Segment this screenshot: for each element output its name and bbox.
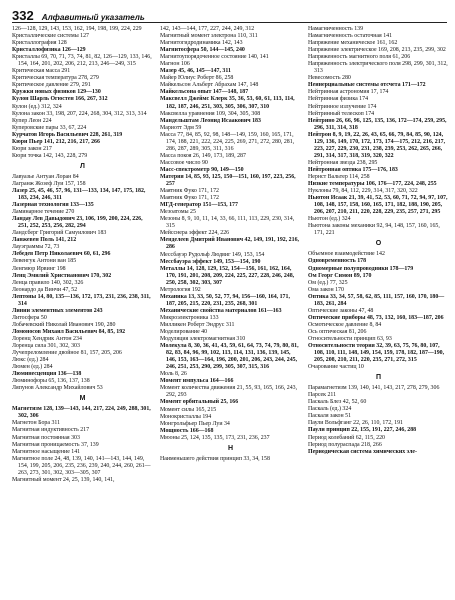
index-entry: Напряженность магнитного поля 61, 206 [308, 54, 411, 61]
index-entry: Ленц Эмилий Христианович 170, 302 [12, 272, 112, 279]
index-entry: Лебедев Петр Николаевич 60, 61, 296 [12, 251, 111, 258]
index-entry: Оптические приборы 48, 73, 132, 160, 183—187, 206 [308, 314, 444, 321]
index-entry: Левенгук Антони ван 185 [12, 258, 77, 265]
index-entry: Магнитное насыщение 141 [12, 448, 81, 455]
index-entry: Люминофоры 65, 136, 137, 138 [12, 378, 90, 385]
index-entry: Моделирование 40 [160, 329, 208, 336]
index-entry: Нейтронная звезда 238, 295 [308, 159, 378, 166]
index-entry: Ось оптическая 81, 206 [308, 328, 367, 335]
index-entry: Осмотическое давление 8, 84 [308, 321, 382, 328]
index-entry: Люмен (ед.) 284 [12, 364, 53, 371]
index-entry: Ньютон Исаак 21, 39, 41, 52, 53, 60, 71, 72, 94, 97, 107, 108, 148, 157, 158, 160, 165, 171, 182, 188, 190, 205, 206, 207, 210, 211, 220, 228, 229, 235, 257, 271, 295 [308, 195, 448, 216]
index-entry: Мюоны 25, 124, 135, 135, 173, 231, 236, 237 [160, 434, 270, 441]
index-entry: Мощность 166—168 [160, 427, 214, 434]
index-entry: Ома закон 170 [308, 286, 344, 293]
index-entry: Моль 8, 26 [160, 371, 187, 378]
index-entry: Ом (ед.) 77, 325 [308, 279, 348, 286]
index-entry: Магнитная постоянная 303 [12, 434, 80, 441]
index-entry: Относительности принцип 63, 93 [308, 335, 392, 342]
section-letter: О [375, 240, 382, 248]
index-entry: Лагранж Жозеф Луи 157, 158 [12, 180, 86, 187]
index-entry: Относительности теория 32, 39, 63, 75, 76, 80, 107, 108, 110, 111, 148, 149, 154, 159, 178, 182, 187—190, 205, 208, 210, 211, 220, 235, 271, 272, 315 [308, 343, 445, 364]
index-entry: Лауэграммы 72, 73 [12, 244, 60, 251]
index-entry: Нейтрино 26, 66, 96, 125, 135, 136, 172—174, 259, 295, 296, 311, 314, 318 [308, 117, 447, 131]
index-entry: Мессбауэра эффект 149, 153—154, 190 [160, 258, 261, 265]
index-entry: Ландсберг Григорий Самуилович 183 [12, 230, 107, 237]
index-entry: Критическая масса 291 [12, 68, 71, 75]
index-entry: Напряжение механическое 161, 162 [308, 40, 398, 47]
index-entry: Период колебаний 62, 115, 220 [308, 434, 385, 441]
index-entry: Ламинарное течение 270 [12, 209, 75, 216]
index-entry: Парамагнетизм 139, 140, 141, 143, 217, 278, 279, 306 [308, 385, 440, 392]
index-entry: Лоренц Хендрик Антон 234 [12, 335, 82, 342]
index-entry: Мариотт Эдм 59 [160, 124, 202, 131]
index-entry: Мейсснера эффект 224, 226 [160, 230, 230, 237]
index-entry: Маятник Фуко 171, 172 [160, 188, 219, 195]
index-entry: Люкс (ед.) 284 [12, 357, 49, 364]
index-entry: МГД-генератор 151—153, 177 [160, 202, 238, 209]
index-entry: Паскаль (ед.) 324 [308, 406, 352, 413]
index-entry: Ланжевен Поль 141, 212 [12, 237, 77, 244]
index-entry: Масс-спектрометр 90, 149—150 [160, 166, 244, 173]
index-entry: Критическая температура 278, 279 [12, 75, 99, 82]
index-entry: Купер Леон 224 [12, 117, 52, 124]
index-entry: Монгрольфьер Пьер Луи 34 [160, 420, 230, 427]
index-entry: Магнитосфера 50, 144—145, 240 [160, 47, 245, 54]
index-entry: Одновременность 178 [308, 258, 367, 265]
index-entry: Ом Георг Симон 89, 170 [308, 272, 372, 279]
index-entry: Намагниченность остаточная 141 [308, 33, 393, 40]
index-entry: 142, 143—144, 177, 227, 244, 249, 312 [160, 26, 255, 32]
index-column-1 [12, 26, 153, 598]
index-entry: Нейтринная физика 174 [308, 96, 369, 103]
index-entry: Мазер 45, 46, 145—147, 311 [160, 68, 231, 75]
index-entry: Нейтринный телескоп 174 [308, 110, 375, 117]
index-entry: Кристаллофизика 126—129 [12, 47, 86, 54]
index-entry: Механические свойства материалов 161—163 [160, 307, 282, 314]
index-entry: Куперовские пары 33, 67, 224 [12, 124, 87, 131]
index-entry: Оптические законы 47, 48 [308, 307, 374, 314]
index-entry: Кюри точка 142, 143, 228, 279 [12, 152, 88, 159]
index-entry: Микроэлектроника 133 [160, 314, 219, 321]
index-entry: Магнитный момент электрона 110, 311 [160, 33, 258, 40]
index-entry: Парсек 211 [308, 392, 337, 399]
index-entry: Лобачевский Николай Иванович 190, 280 [12, 321, 116, 328]
index-entry: Кристаллы 69, 70, 71, 73, 74, 81, 82, 126—129, 133, 146, 154, 164, 201, 202, 206, 212, 213, 246—249, 315 [12, 54, 152, 68]
index-entry: Кружки новых физиков 129—130 [12, 89, 101, 96]
index-entry: Максвелла уравнения 109, 304, 305, 308 [160, 110, 261, 117]
index-entry: Напряжение электрическое 169, 208, 213, 235, 299, 302 [308, 47, 446, 54]
index-entry: Паули принцип 22, 155, 191, 227, 246, 288 [308, 427, 417, 434]
index-entry: Литосфера 50 [12, 314, 47, 321]
index-columns [12, 26, 449, 598]
index-entry: Кулон Шарль Огюстен 166, 267, 312 [12, 96, 108, 103]
index-entry: Мессбауэр Рудольф Людвиг 149, 153, 154 [160, 251, 265, 258]
index-entry: Люминесценция 136—138 [12, 371, 82, 378]
index-entry: Одномерные полупроводники 178—179 [308, 265, 414, 272]
index-entry: Магнитная индуктивность 217 [12, 427, 90, 434]
index-entry: Маятник Фуко 171, 172 [160, 195, 219, 202]
index-entry: Нернст Вальтер 114, 258 [308, 173, 370, 180]
index-entry: Нуклоны 79, 84, 112, 229, 314, 317, 320, 322 [308, 188, 418, 195]
index-column-2 [160, 26, 301, 598]
index-entry: Лазерная технология 133—135 [12, 202, 94, 209]
index-entry: Объемное взаимодействие 142 [308, 251, 385, 258]
section-letter: Л [80, 162, 85, 170]
index-entry: Мандельштам Леонид Исаакович 183 [160, 117, 261, 124]
index-entry: Неинерциальные системы отсчета 171—172 [308, 82, 426, 89]
index-entry: Магнитное поле 24, 48, 139, 140, 141—143, 144, 149, 154, 199, 205, 206, 235, 236, 239, 240, 244, 260, 261—263, 273, 301, 302, 303—305, 307 [12, 455, 151, 476]
index-entry: Магнитная проницаемость 37, 139 [12, 441, 99, 448]
index-entry: Момент количества движения 21, 55, 93, 165, 166, 243, 292, 293 [160, 385, 298, 399]
index-entry: Милликен Роберт Эндрус 311 [160, 321, 235, 328]
index-entry: Майкельсон Альберт Абрахам 147, 148 [160, 82, 259, 89]
page-number: 332 [12, 8, 34, 23]
index-entry: Нейтронная оптика 175—176, 183 [308, 166, 398, 173]
index-entry: Оптика 33, 34, 57, 58, 62, 85, 111, 157, 160, 170, 180—183, 261, 284 [308, 293, 445, 307]
index-entry: Ленца правило 140, 302, 326 [12, 279, 84, 286]
index-entry: Наименьшего действия принцип 33, 34, 158 [160, 455, 270, 462]
index-entry: Нейтрон 8, 9, 19, 22, 26, 43, 65, 66, 79, 84, 85, 90, 124, 129, 136, 149, 170, 172, 173, 174—175, 212, 216, 217, 223, 227, 229, 230, 231, 238, 239, 253, 262, 265, 266, 291, 314, 317, 318, 319, 320, 322 [308, 131, 446, 159]
index-entry: Паули Вольфганг 22, 26, 110, 172, 191 [308, 420, 403, 427]
index-entry: Намагниченность 139 [308, 26, 364, 32]
index-entry: Материя 14, 85, 93, 125, 150—151, 160, 197, 223, 256, 257 [160, 173, 296, 188]
page-header [12, 3, 443, 23]
index-entry: Менделеев Дмитрий Иванович 42, 149, 191, 192, 216, 286 [160, 237, 299, 251]
index-entry: Ландау Лев Давыдович 23, 106, 199, 200, 224, 226, 251, 252, 253, 256, 282, 294 [12, 216, 143, 230]
index-entry: Момент силы 165, 215 [160, 406, 217, 413]
index-entry: Магнитогидродинамика 142, 143 [160, 40, 243, 47]
index-entry: Момент орбитальный 25, 166 [160, 399, 239, 406]
index-entry: Мезоны 8, 9, 10, 11, 14, 33, 66, 111, 113, 229, 230, 314, 315 [160, 216, 295, 230]
index-entry: Кулон (ед.) 312, 324 [12, 103, 62, 110]
index-entry: Масса покоя 26, 149, 173, 189, 287 [160, 152, 246, 159]
index-entry: Леонардо да Винчи 47, 52 [12, 286, 78, 293]
index-entry: Мезоатомы 25 [160, 209, 196, 216]
index-entry: Периодическая система химических эле- [308, 448, 417, 455]
running-head: Алфавитный указатель [41, 13, 145, 22]
index-entry: Критическое давление 279, 291 [12, 82, 91, 89]
index-entry: Механика 13, 33, 50, 52, 77, 94, 156—160, 164, 171, 187, 205, 215, 220, 231, 235, 268, 301 [160, 293, 290, 307]
index-entry: Ломоносов Михаил Васильевич 84, 85, 192 [12, 328, 126, 335]
section-letter: П [375, 374, 382, 382]
index-entry: Ленгмюр Ирвинг 198 [12, 265, 66, 272]
index-entry: Очарование частиц 10 [308, 364, 364, 371]
index-entry: Металлы 14, 128, 129, 152, 154—156, 161, 162, 164, 170, 191, 201, 208, 209, 224, 225, 227, 228, 246, 248, 250, 258, 302, 303, 307 [160, 265, 295, 286]
index-entry: Лоренца сила 301, 302, 303 [12, 343, 80, 350]
index-entry: Массовое число 90 [160, 159, 208, 166]
index-entry: Нейтринная астрономия 17, 174 [308, 89, 389, 96]
index-entry: Масса 77, 84, 85, 92, 98, 148—149, 159, 160, 165, 171, 174, 188, 221, 222, 224, 225, 269, 271, 272, 280, 281, 286, 287, 289, 305, 311, 316 [160, 131, 295, 152]
index-entry: Паскаль Блез 42, 52, 60 [308, 399, 367, 406]
index-entry: Нейтринное излучение 174 [308, 103, 377, 110]
index-entry: Ляпунов Александр Михайлович 53 [12, 385, 103, 392]
index-entry: Кюри закон 217 [12, 145, 52, 152]
header-rule [12, 22, 447, 23]
index-entry: Линии элементных элементов 243 [12, 307, 103, 314]
index-entry: Молекула 8, 30, 36, 41, 43, 59, 61, 64, 73, 74, 79, 80, 81, 82, 83, 84, 96, 99, 102, 113, 114, 131, 136, 139, 145, 146, 153, 163—164, 196, 200, 201, 206, 243, 244, 245, 246, 251, 253, 290, 299, 305, 307, 315, 316 [160, 343, 299, 371]
index-entry: Кулона закон 33, 198, 207, 224, 268, 304, 312, 313, 314 [12, 110, 147, 117]
index-entry: Напряженность электрического поля 298, 299, 301, 312, 313 [308, 61, 448, 75]
index-entry: Период полураспада 218, 266 [308, 441, 382, 448]
index-entry: Модуляция электромагнитная 310 [160, 336, 246, 343]
index-entry: Метрология 192 [160, 286, 201, 293]
index-entry: Курчатов Игорь Васильевич 228, 261, 319 [12, 131, 123, 138]
index-entry: Момент импульса 164—166 [160, 378, 234, 385]
index-entry: Магнон 106 [160, 61, 190, 68]
index-entry: Магнитный момент 24, 25, 139, 140, 141, [12, 476, 115, 483]
index-entry: Кюри Пьер 141, 212, 216, 217, 266 [12, 138, 100, 145]
index-entry: Низкие температуры 106, 176—177, 224, 248, 255 [308, 181, 437, 188]
index-entry: Магнетизм 128, 139—143, 144, 217, 224, 249, 288, 301, 302, 306 [12, 406, 151, 420]
index-entry: Лавуазье Антуан Лоран 84 [12, 173, 79, 180]
index-entry: Паскаля закон 51 [308, 413, 352, 420]
index-entry: Кристаллография 128 [12, 40, 67, 47]
index-entry: Магнитоупорядоченное состояние 140, 141 [160, 54, 269, 61]
index-entry: Невесомость 280 [308, 75, 351, 82]
section-letter: М [79, 395, 86, 403]
index-entry: Максвелл Джеймс Клерк 35, 36, 53, 60, 61, 113, 114, 182, 187, 246, 251, 303, 305, 306, 307, 310 [160, 96, 295, 110]
index-entry: Монокристаллы 194 [160, 413, 212, 420]
index-entry: 126—128, 129, 143, 153, 162, 194, 198, 199, 224, 229 [12, 26, 142, 32]
index-entry: Ньютона законы механики 92, 94, 148, 157, 160, 165, 171, 221 [308, 223, 440, 237]
section-letter: Н [227, 444, 234, 452]
index-entry: Ньютон (ед.) 324 [308, 216, 351, 223]
index-entry: Лучепреломление двойное 81, 157, 205, 206 [12, 350, 122, 357]
index-column-3 [308, 26, 449, 598]
index-entry: Магнетон Бора 311 [12, 420, 61, 427]
index-entry: Лептоны 14, 80, 135—136, 172, 173, 231, 236, 238, 311, 314 [12, 293, 151, 307]
index-entry: Кристаллические системы 127 [12, 33, 89, 40]
index-entry: Майкельсона опыт 147—148, 187 [160, 89, 249, 96]
index-entry: Лазер 25, 45, 46, 57, 96, 131—133, 134, 147, 175, 182, 183, 234, 246, 311 [12, 187, 146, 202]
index-entry: Майер Юлиус Роберт 86, 258 [160, 75, 234, 82]
